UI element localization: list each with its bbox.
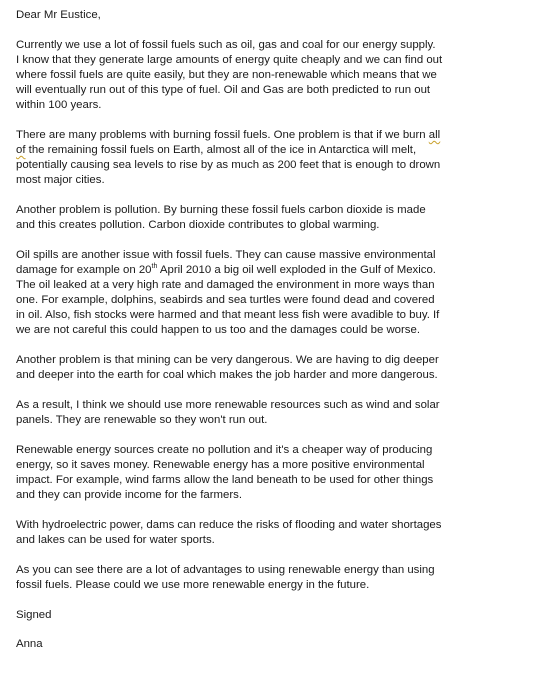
text-segment: the remaining fossil fuels on Earth, almost all of the ice in Antarctica will melt, xyxy=(25,144,417,156)
text-line: one. For example, dolphins, seabirds and sea turtles were found dead and covered xyxy=(16,294,435,306)
letter-document xyxy=(16,8,548,667)
text-line: Another problem is pollution. By burning these fossil fuels carbon dioxide is made xyxy=(16,204,426,216)
text-line: As a result, I think we should use more renewable resources such as wind and solar xyxy=(16,399,440,411)
text-line: Currently we use a lot of fossil fuels such as oil, gas and coal for our energy supply. xyxy=(16,39,436,51)
text-line: fossil fuels. Please could we use more renewable energy in the future. xyxy=(16,579,370,591)
text-line: impact. For example, wind farms allow the land beneath to be used for other things xyxy=(16,474,434,486)
text-line xyxy=(16,264,436,276)
text-line: potentially causing sea levels to rise by as much as 200 feet that is enough to drown xyxy=(16,159,441,171)
text-line: will eventually run out of this type of fuel. Oil and Gas are both predicted to run out xyxy=(16,84,431,96)
text-line: and lakes can be used for water sports. xyxy=(16,534,215,546)
text-line: within 100 years. xyxy=(16,99,102,111)
signature xyxy=(16,637,548,652)
text-line: most major cities. xyxy=(16,174,105,186)
text-line: where fossil fuels are quite easily, but they are non-renewable which means that we xyxy=(16,69,437,81)
text-line: Renewable energy sources create no pollution and it's a cheaper way of producing xyxy=(16,444,433,456)
text-line: The oil leaked at a very high rate and damaged the environment in more ways than xyxy=(16,279,435,291)
paragraph-renewable-proposal xyxy=(16,398,548,428)
text-line: we are not careful this could happen to us too and the damages could be worse. xyxy=(16,324,420,336)
text-line: in oil. Also, fish stocks were harmed and that meant less fish were avadible to buy. If xyxy=(16,309,440,321)
text-line: As you can see there are a lot of advantages to using renewable energy than using xyxy=(16,564,435,576)
text-line xyxy=(16,144,416,156)
text-line xyxy=(16,129,440,141)
paragraph-mining xyxy=(16,353,548,383)
paragraph-ice-melt xyxy=(16,128,548,188)
text-line: Another problem is that mining can be very dangerous. We are having to dig deeper xyxy=(16,354,439,366)
text-line: I know that they generate large amounts of energy quite cheaply and we can find out xyxy=(16,54,443,66)
salutation xyxy=(16,8,548,23)
ordinal-suffix: th xyxy=(151,263,158,271)
grammar-flagged-word: all xyxy=(428,129,441,141)
text-line: panels. They are renewable so they won't run out. xyxy=(16,414,268,426)
text-segment: damage for example on 20 xyxy=(16,264,152,276)
paragraph-renewable-benefits xyxy=(16,443,548,503)
salutation-text: Dear Mr Eustice, xyxy=(16,9,101,21)
closing xyxy=(16,608,548,623)
text-line: energy, so it saves money. Renewable energy has a more positive environmental xyxy=(16,459,425,471)
paragraph-oil-spills xyxy=(16,248,548,338)
text-line: and deeper into the earth for coal which makes the job harder and more dangerous. xyxy=(16,369,438,381)
paragraph-conclusion xyxy=(16,563,548,593)
paragraph-pollution xyxy=(16,203,548,233)
text-line: and they can provide income for the farmers. xyxy=(16,489,243,501)
paragraph-hydroelectric xyxy=(16,518,548,548)
text-line: With hydroelectric power, dams can reduce the risks of flooding and water shortages xyxy=(16,519,442,531)
text-segment: There are many problems with burning fossil fuels. One problem is that if we burn xyxy=(16,129,429,141)
paragraph-fossil-fuels-intro xyxy=(16,38,548,113)
signature-name: Anna xyxy=(16,638,43,650)
closing-text: Signed xyxy=(16,609,52,621)
grammar-flagged-word: of xyxy=(16,144,26,156)
text-line: and this creates pollution. Carbon dioxide contributes to global warming. xyxy=(16,219,380,231)
text-segment: April 2010 a big oil well exploded in the Gulf of Mexico. xyxy=(157,264,436,276)
text-line: Oil spills are another issue with fossil fuels. They can cause massive environmental xyxy=(16,249,436,261)
